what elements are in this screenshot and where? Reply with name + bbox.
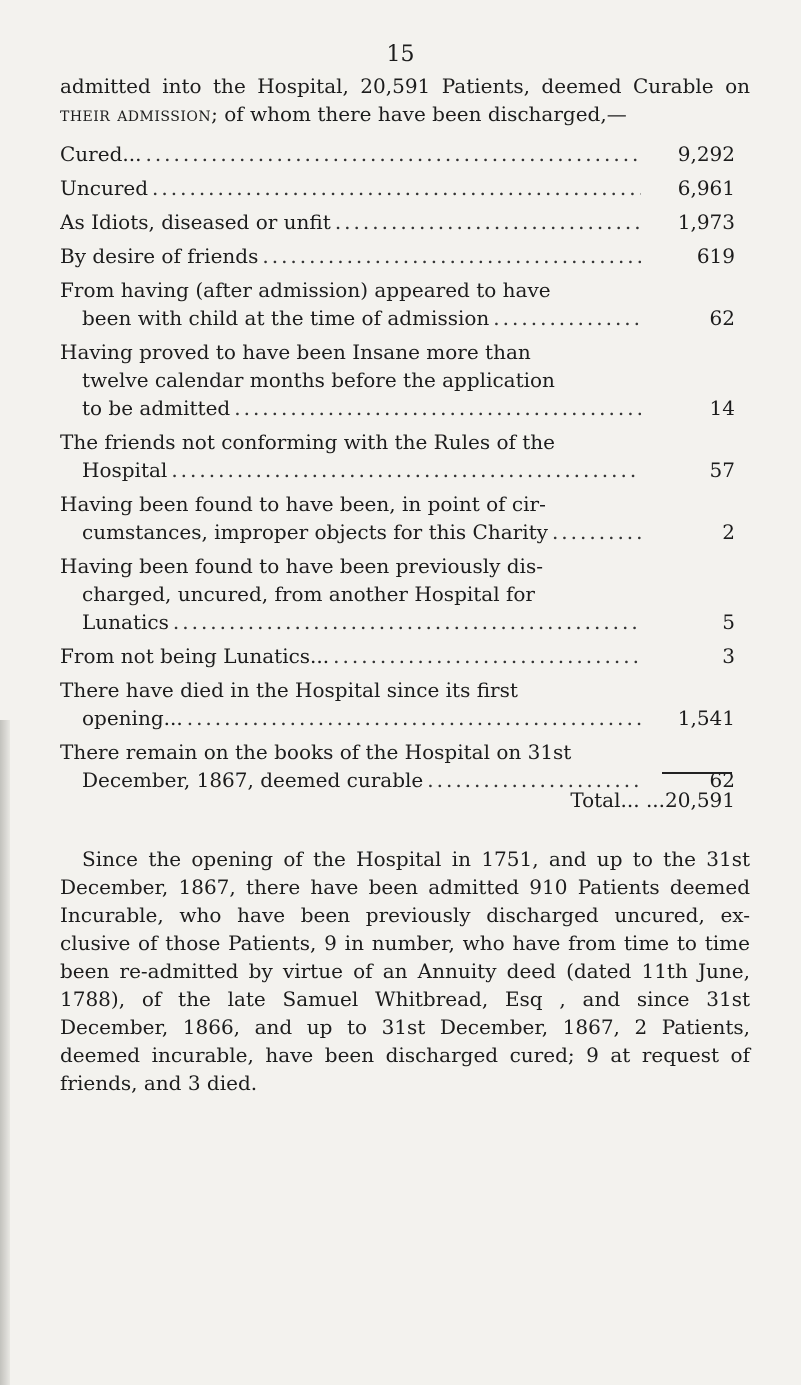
ledger-label-line: charged, uncured, from another Hospital for [82, 582, 535, 606]
ledger-value: 1,973 [677, 210, 735, 234]
ledger-label [60, 174, 645, 202]
ledger-label [60, 338, 645, 422]
ledger-label-line: twelve calendar months before the application [82, 368, 555, 392]
ledger-row [60, 642, 735, 670]
ledger-value: 57 [709, 458, 735, 482]
intro-text-start: admitted into the Hospital, 20,591 Patients, deemed Curable on [60, 74, 750, 98]
leader-dots [187, 704, 641, 732]
ledger-row [60, 208, 735, 236]
ledger-label-line: to be admitted [82, 396, 231, 420]
total-line [520, 788, 735, 812]
leader-dots [552, 518, 641, 546]
ledger-value: 62 [709, 768, 735, 792]
ledger-label-line: Cured... [60, 142, 142, 166]
leader-dots [152, 174, 641, 202]
intro-small-caps: their admission [60, 102, 212, 126]
page-number: 15 [386, 42, 415, 67]
ledger-label [60, 276, 645, 332]
ledger-row [60, 338, 735, 422]
ledger-label [60, 428, 645, 484]
ledger-row [60, 428, 735, 484]
ledger-value: 62 [709, 306, 735, 330]
ledger-value: 3 [722, 644, 735, 668]
ledger-label [60, 490, 645, 546]
ledger-label-line: As Idiots, diseased or unfit [60, 210, 331, 234]
ledger-row [60, 552, 735, 636]
ledger-value: 14 [709, 396, 735, 420]
ledger-label [60, 676, 645, 732]
ledger-value: 9,292 [677, 142, 735, 166]
ledger-label [60, 642, 645, 670]
ledger-label-line: been with child at the time of admission [82, 306, 490, 330]
ledger-label [60, 208, 645, 236]
ledger-label-line: There have died in the Hospital since its first [60, 678, 518, 702]
leader-dots [234, 394, 641, 422]
ledger-label-line: Having been found to have been, in point of cir- [60, 492, 546, 516]
ledger-row [60, 490, 735, 546]
page-edge-shadow [0, 720, 10, 1385]
leader-dots [335, 208, 641, 236]
footer-paragraph: Since the opening of the Hospital in 1751, and up to the 31st December, 1867, there have been admitted 910 Patients deemed Incurable, who have been previously discharged uncured, ex- clusive of those Patients, 9 in number, who have from time to time been re-admitted by virtue of an Annuity deed (dated 11th June, 1788), of the late Samuel Whitbread, Esq , and since 31st December, 1866, and up to 31st December, 1867, 2 Patients, deemed incurable, have been discharged cured; 9 at request of friends, and 3 died. [60, 847, 750, 1095]
ledger-row [60, 276, 735, 332]
ledger-label [60, 738, 645, 794]
ledger-label-line: opening... [82, 706, 183, 730]
ledger-label-line: Uncured [60, 176, 149, 200]
total-label: Total... [570, 788, 640, 812]
ledger-label-line: December, 1867, deemed curable [82, 768, 424, 792]
ledger-label-line: From not being Lunatics... [60, 644, 330, 668]
ledger-row [60, 174, 735, 202]
leader-dots [493, 304, 641, 332]
intro-text-end: ; of whom there have been discharged,— [211, 102, 627, 126]
ledger-row [60, 242, 735, 270]
ledger-row [60, 140, 735, 168]
ledger-value: 5 [722, 610, 735, 634]
ledger-row [60, 676, 735, 732]
ledger-value: 1,541 [677, 706, 735, 730]
intro-paragraph [60, 72, 750, 128]
ledger-label [60, 552, 645, 636]
ledger-label-line: cumstances, improper objects for this Charity [82, 520, 548, 544]
ledger-label-line: By desire of friends [60, 244, 259, 268]
ledger-value: 6,961 [677, 176, 735, 200]
ledger-row [60, 738, 735, 794]
leader-dots [171, 456, 641, 484]
ledger-label-line: There remain on the books of the Hospital on 31st [60, 740, 572, 764]
ledger-value: 619 [696, 244, 735, 268]
total-rule [662, 772, 732, 774]
discharge-ledger [60, 140, 735, 800]
total-value: ...20,591 [645, 788, 735, 812]
ledger-label-line: Having proved to have been Insane more than [60, 340, 531, 364]
ledger-label-line: Hospital [82, 458, 168, 482]
leader-dots [262, 242, 641, 270]
ledger-label [60, 242, 645, 270]
leader-dots [173, 608, 641, 636]
ledger-label-line: From having (after admission) appeared to have [60, 278, 551, 302]
ledger-value: 2 [722, 520, 735, 544]
leader-dots [145, 140, 641, 168]
ledger-label [60, 140, 645, 168]
ledger-label-line: Lunatics [82, 610, 169, 634]
ledger-label-line: Having been found to have been previously dis- [60, 554, 543, 578]
ledger-label-line: The friends not conforming with the Rules of the [60, 430, 556, 454]
leader-dots [333, 642, 641, 670]
